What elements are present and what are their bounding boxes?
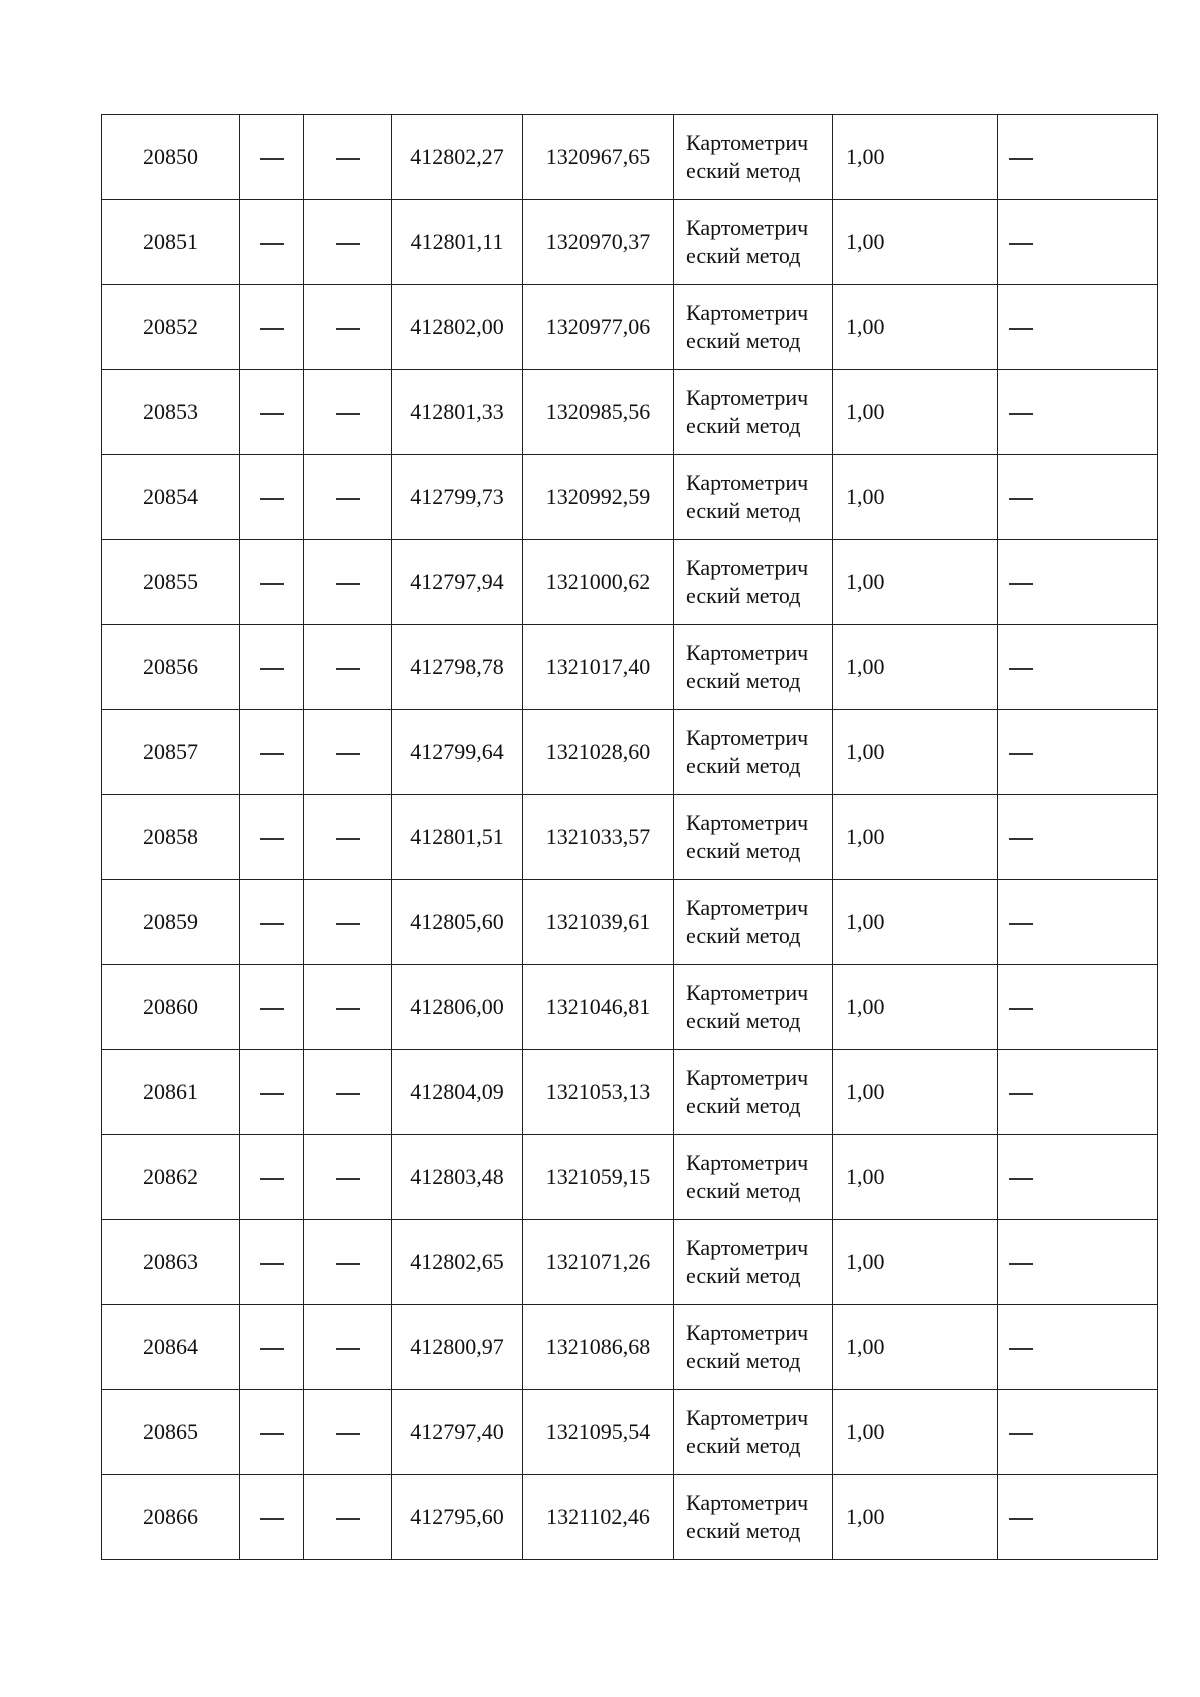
point-number: 20860 [143, 994, 198, 1019]
dash-placeholder [336, 1433, 360, 1435]
dash-placeholder [336, 1348, 360, 1350]
point-number-cell [102, 1135, 240, 1220]
precision-value: 1,00 [846, 1334, 885, 1359]
dash-placeholder [1009, 923, 1033, 925]
point-number-cell [102, 370, 240, 455]
x-coordinate-cell [392, 200, 523, 285]
point-number: 20857 [143, 739, 198, 764]
dash-placeholder [336, 158, 360, 160]
x-coordinate-cell [392, 1135, 523, 1220]
precision-value: 1,00 [846, 314, 885, 339]
point-number: 20853 [143, 399, 198, 424]
x-coordinate: 412800,97 [410, 1334, 504, 1359]
precision-value: 1,00 [846, 1504, 885, 1529]
method-cell [674, 880, 833, 965]
description-cell [998, 370, 1158, 455]
column-3-cell [304, 115, 392, 200]
description-cell [998, 200, 1158, 285]
table-row [102, 1475, 1158, 1560]
precision-cell [833, 625, 998, 710]
dash-placeholder [336, 1263, 360, 1265]
y-coordinate-cell [523, 200, 674, 285]
y-coordinate: 1321059,15 [545, 1164, 651, 1189]
dash-placeholder [336, 838, 360, 840]
dash-placeholder [1009, 1348, 1033, 1350]
dash-placeholder [336, 413, 360, 415]
description-cell [998, 1305, 1158, 1390]
precision-cell [833, 1475, 998, 1560]
method-cell [674, 1390, 833, 1475]
method-text: Картометрический метод [686, 640, 809, 693]
dash-placeholder [260, 923, 284, 925]
column-2-cell [240, 1305, 304, 1390]
method-text: Картометрический метод [686, 1320, 809, 1373]
table-row [102, 965, 1158, 1050]
table-row [102, 540, 1158, 625]
x-coordinate-cell [392, 1475, 523, 1560]
y-coordinate-cell [523, 1220, 674, 1305]
method-text: Картометрический метод [686, 1235, 809, 1288]
dash-placeholder [336, 1518, 360, 1520]
column-3-cell [304, 965, 392, 1050]
y-coordinate: 1320967,65 [545, 144, 651, 169]
column-3-cell [304, 1050, 392, 1135]
description-cell [998, 455, 1158, 540]
precision-cell [833, 540, 998, 625]
column-3-cell [304, 370, 392, 455]
x-coordinate: 412799,64 [410, 739, 504, 764]
precision-value: 1,00 [846, 1249, 885, 1274]
y-coordinate-cell [523, 1475, 674, 1560]
x-coordinate-cell [392, 1220, 523, 1305]
dash-placeholder [1009, 1518, 1033, 1520]
table-row [102, 115, 1158, 200]
precision-value: 1,00 [846, 1164, 885, 1189]
dash-placeholder [260, 1518, 284, 1520]
table-row [102, 795, 1158, 880]
x-coordinate: 412797,40 [410, 1419, 504, 1444]
dash-placeholder [336, 1008, 360, 1010]
y-coordinate: 1321033,57 [545, 824, 651, 849]
y-coordinate: 1320977,06 [545, 314, 651, 339]
y-coordinate-cell [523, 1305, 674, 1390]
table-row [102, 1050, 1158, 1135]
precision-value: 1,00 [846, 739, 885, 764]
method-cell [674, 625, 833, 710]
method-text: Картометрический метод [686, 555, 809, 608]
column-2-cell [240, 1390, 304, 1475]
precision-cell [833, 200, 998, 285]
point-number-cell [102, 1050, 240, 1135]
point-number-cell [102, 285, 240, 370]
method-text: Картометрический метод [686, 1150, 809, 1203]
y-coordinate: 1321046,81 [545, 994, 651, 1019]
dash-placeholder [1009, 328, 1033, 330]
description-cell [998, 540, 1158, 625]
dash-placeholder [1009, 243, 1033, 245]
point-number: 20862 [143, 1164, 198, 1189]
x-coordinate: 412798,78 [410, 654, 504, 679]
column-3-cell [304, 1475, 392, 1560]
dash-placeholder [336, 498, 360, 500]
column-2-cell [240, 625, 304, 710]
point-number: 20856 [143, 654, 198, 679]
y-coordinate: 1321086,68 [545, 1334, 651, 1359]
precision-cell [833, 1050, 998, 1135]
table-row [102, 625, 1158, 710]
description-cell [998, 965, 1158, 1050]
precision-cell [833, 1220, 998, 1305]
column-2-cell [240, 880, 304, 965]
method-text: Картометрический метод [686, 1065, 809, 1118]
point-number-cell [102, 710, 240, 795]
column-3-cell [304, 1135, 392, 1220]
column-3-cell [304, 1220, 392, 1305]
precision-cell [833, 880, 998, 965]
x-coordinate: 412801,33 [410, 399, 504, 424]
dash-placeholder [260, 413, 284, 415]
dash-placeholder [260, 668, 284, 670]
dash-placeholder [1009, 583, 1033, 585]
column-3-cell [304, 200, 392, 285]
y-coordinate-cell [523, 285, 674, 370]
method-cell [674, 1220, 833, 1305]
method-cell [674, 455, 833, 540]
y-coordinate-cell [523, 1050, 674, 1135]
x-coordinate-cell [392, 455, 523, 540]
dash-placeholder [336, 668, 360, 670]
y-coordinate-cell [523, 455, 674, 540]
point-number-cell [102, 1475, 240, 1560]
column-3-cell [304, 455, 392, 540]
method-text: Картометрический метод [686, 895, 809, 948]
method-text: Картометрический метод [686, 130, 809, 183]
column-2-cell [240, 710, 304, 795]
column-2-cell [240, 285, 304, 370]
method-text: Картометрический метод [686, 385, 809, 438]
point-number: 20851 [143, 229, 198, 254]
precision-value: 1,00 [846, 654, 885, 679]
description-cell [998, 285, 1158, 370]
table-row [102, 1135, 1158, 1220]
method-cell [674, 200, 833, 285]
column-2-cell [240, 1135, 304, 1220]
column-2-cell [240, 200, 304, 285]
dash-placeholder [1009, 413, 1033, 415]
column-3-cell [304, 710, 392, 795]
description-cell [998, 115, 1158, 200]
table-row [102, 200, 1158, 285]
x-coordinate: 412801,51 [410, 824, 504, 849]
precision-value: 1,00 [846, 909, 885, 934]
precision-value: 1,00 [846, 824, 885, 849]
description-cell [998, 1220, 1158, 1305]
table-row [102, 285, 1158, 370]
precision-cell [833, 710, 998, 795]
description-cell [998, 1135, 1158, 1220]
column-3-cell [304, 625, 392, 710]
dash-placeholder [1009, 1433, 1033, 1435]
x-coordinate: 412797,94 [410, 569, 504, 594]
column-2-cell [240, 455, 304, 540]
method-text: Картометрический метод [686, 1405, 809, 1458]
description-cell [998, 710, 1158, 795]
y-coordinate-cell [523, 1390, 674, 1475]
dash-placeholder [260, 1348, 284, 1350]
dash-placeholder [1009, 1008, 1033, 1010]
dash-placeholder [336, 1093, 360, 1095]
point-number: 20850 [143, 144, 198, 169]
precision-value: 1,00 [846, 569, 885, 594]
method-cell [674, 795, 833, 880]
x-coordinate-cell [392, 1305, 523, 1390]
method-cell [674, 710, 833, 795]
x-coordinate: 412802,65 [410, 1249, 504, 1274]
dash-placeholder [336, 243, 360, 245]
y-coordinate: 1321053,13 [545, 1079, 651, 1104]
dash-placeholder [260, 328, 284, 330]
y-coordinate-cell [523, 880, 674, 965]
column-3-cell [304, 540, 392, 625]
point-number-cell [102, 455, 240, 540]
dash-placeholder [1009, 753, 1033, 755]
precision-cell [833, 370, 998, 455]
column-2-cell [240, 540, 304, 625]
method-text: Картометрический метод [686, 1490, 809, 1543]
x-coordinate: 412803,48 [410, 1164, 504, 1189]
column-3-cell [304, 285, 392, 370]
point-number-cell [102, 115, 240, 200]
point-number-cell [102, 625, 240, 710]
y-coordinate-cell [523, 625, 674, 710]
description-cell [998, 880, 1158, 965]
dash-placeholder [336, 328, 360, 330]
y-coordinate-cell [523, 370, 674, 455]
x-coordinate-cell [392, 795, 523, 880]
y-coordinate: 1320992,59 [545, 484, 651, 509]
precision-cell [833, 285, 998, 370]
method-text: Картометрический метод [686, 215, 809, 268]
point-number: 20854 [143, 484, 198, 509]
dash-placeholder [1009, 1263, 1033, 1265]
point-number: 20858 [143, 824, 198, 849]
x-coordinate: 412795,60 [410, 1504, 504, 1529]
dash-placeholder [1009, 1178, 1033, 1180]
precision-value: 1,00 [846, 1419, 885, 1444]
x-coordinate-cell [392, 880, 523, 965]
table-row [102, 1390, 1158, 1475]
x-coordinate: 412802,27 [410, 144, 504, 169]
precision-value: 1,00 [846, 144, 885, 169]
dash-placeholder [260, 1178, 284, 1180]
dash-placeholder [260, 243, 284, 245]
precision-cell [833, 795, 998, 880]
dash-placeholder [1009, 668, 1033, 670]
y-coordinate-cell [523, 115, 674, 200]
method-cell [674, 370, 833, 455]
y-coordinate: 1321039,61 [545, 909, 651, 934]
x-coordinate: 412806,00 [410, 994, 504, 1019]
x-coordinate: 412804,09 [410, 1079, 504, 1104]
precision-cell [833, 455, 998, 540]
dash-placeholder [336, 1178, 360, 1180]
dash-placeholder [1009, 1093, 1033, 1095]
description-cell [998, 1050, 1158, 1135]
point-number: 20865 [143, 1419, 198, 1444]
y-coordinate-cell [523, 795, 674, 880]
precision-cell [833, 115, 998, 200]
column-2-cell [240, 965, 304, 1050]
x-coordinate: 412799,73 [410, 484, 504, 509]
precision-cell [833, 1390, 998, 1475]
point-number-cell [102, 540, 240, 625]
x-coordinate-cell [392, 540, 523, 625]
x-coordinate-cell [392, 115, 523, 200]
dash-placeholder [260, 1263, 284, 1265]
x-coordinate: 412802,00 [410, 314, 504, 339]
description-cell [998, 625, 1158, 710]
y-coordinate-cell [523, 710, 674, 795]
y-coordinate: 1321000,62 [545, 569, 651, 594]
x-coordinate-cell [392, 625, 523, 710]
column-3-cell [304, 880, 392, 965]
y-coordinate-cell [523, 540, 674, 625]
precision-value: 1,00 [846, 484, 885, 509]
point-number: 20866 [143, 1504, 198, 1529]
method-cell [674, 285, 833, 370]
precision-value: 1,00 [846, 994, 885, 1019]
point-number: 20859 [143, 909, 198, 934]
point-number: 20855 [143, 569, 198, 594]
x-coordinate: 412805,60 [410, 909, 504, 934]
dash-placeholder [336, 753, 360, 755]
point-number-cell [102, 965, 240, 1050]
precision-cell [833, 965, 998, 1050]
column-3-cell [304, 1390, 392, 1475]
dash-placeholder [260, 158, 284, 160]
y-coordinate: 1320970,37 [545, 229, 651, 254]
method-cell [674, 1050, 833, 1135]
point-number-cell [102, 1390, 240, 1475]
precision-cell [833, 1305, 998, 1390]
y-coordinate: 1321102,46 [546, 1504, 650, 1529]
x-coordinate-cell [392, 1050, 523, 1135]
table-row [102, 455, 1158, 540]
precision-value: 1,00 [846, 399, 885, 424]
precision-value: 1,00 [846, 229, 885, 254]
column-2-cell [240, 115, 304, 200]
y-coordinate: 1321095,54 [545, 1419, 651, 1444]
point-number: 20852 [143, 314, 198, 339]
table-body [102, 115, 1158, 1560]
method-cell [674, 965, 833, 1050]
method-cell [674, 540, 833, 625]
table-row [102, 880, 1158, 965]
y-coordinate: 1320985,56 [545, 399, 651, 424]
dash-placeholder [336, 583, 360, 585]
point-number-cell [102, 1220, 240, 1305]
precision-value: 1,00 [846, 1079, 885, 1104]
table-row [102, 1220, 1158, 1305]
point-number-cell [102, 880, 240, 965]
column-2-cell [240, 1475, 304, 1560]
column-2-cell [240, 370, 304, 455]
precision-cell [833, 1135, 998, 1220]
point-number-cell [102, 795, 240, 880]
table-row [102, 710, 1158, 795]
description-cell [998, 795, 1158, 880]
dash-placeholder [260, 583, 284, 585]
method-text: Картометрический метод [686, 725, 809, 778]
dash-placeholder [1009, 498, 1033, 500]
description-cell [998, 1390, 1158, 1475]
point-number: 20863 [143, 1249, 198, 1274]
point-number-cell [102, 1305, 240, 1390]
column-3-cell [304, 795, 392, 880]
x-coordinate-cell [392, 965, 523, 1050]
dash-placeholder [260, 1433, 284, 1435]
dash-placeholder [260, 1093, 284, 1095]
dash-placeholder [1009, 838, 1033, 840]
method-text: Картометрический метод [686, 980, 809, 1033]
method-text: Картометрический метод [686, 300, 809, 353]
y-coordinate: 1321071,26 [545, 1249, 651, 1274]
point-number: 20861 [143, 1079, 198, 1104]
dash-placeholder [336, 923, 360, 925]
dash-placeholder [260, 1008, 284, 1010]
method-cell [674, 1135, 833, 1220]
method-cell [674, 1475, 833, 1560]
dash-placeholder [260, 753, 284, 755]
description-cell [998, 1475, 1158, 1560]
column-2-cell [240, 1220, 304, 1305]
dash-placeholder [260, 838, 284, 840]
method-cell [674, 1305, 833, 1390]
dash-placeholder [1009, 158, 1033, 160]
y-coordinate: 1321017,40 [545, 654, 651, 679]
column-2-cell [240, 1050, 304, 1135]
x-coordinate-cell [392, 1390, 523, 1475]
y-coordinate-cell [523, 1135, 674, 1220]
point-number-cell [102, 200, 240, 285]
x-coordinate: 412801,11 [410, 229, 504, 254]
y-coordinate-cell [523, 965, 674, 1050]
method-text: Картометрический метод [686, 470, 809, 523]
coordinates-table [101, 114, 1158, 1560]
table-row [102, 1305, 1158, 1390]
x-coordinate-cell [392, 285, 523, 370]
method-text: Картометрический метод [686, 810, 809, 863]
column-3-cell [304, 1305, 392, 1390]
point-number: 20864 [143, 1334, 198, 1359]
dash-placeholder [260, 498, 284, 500]
table-row [102, 370, 1158, 455]
method-cell [674, 115, 833, 200]
x-coordinate-cell [392, 710, 523, 795]
y-coordinate: 1321028,60 [545, 739, 651, 764]
column-2-cell [240, 795, 304, 880]
x-coordinate-cell [392, 370, 523, 455]
